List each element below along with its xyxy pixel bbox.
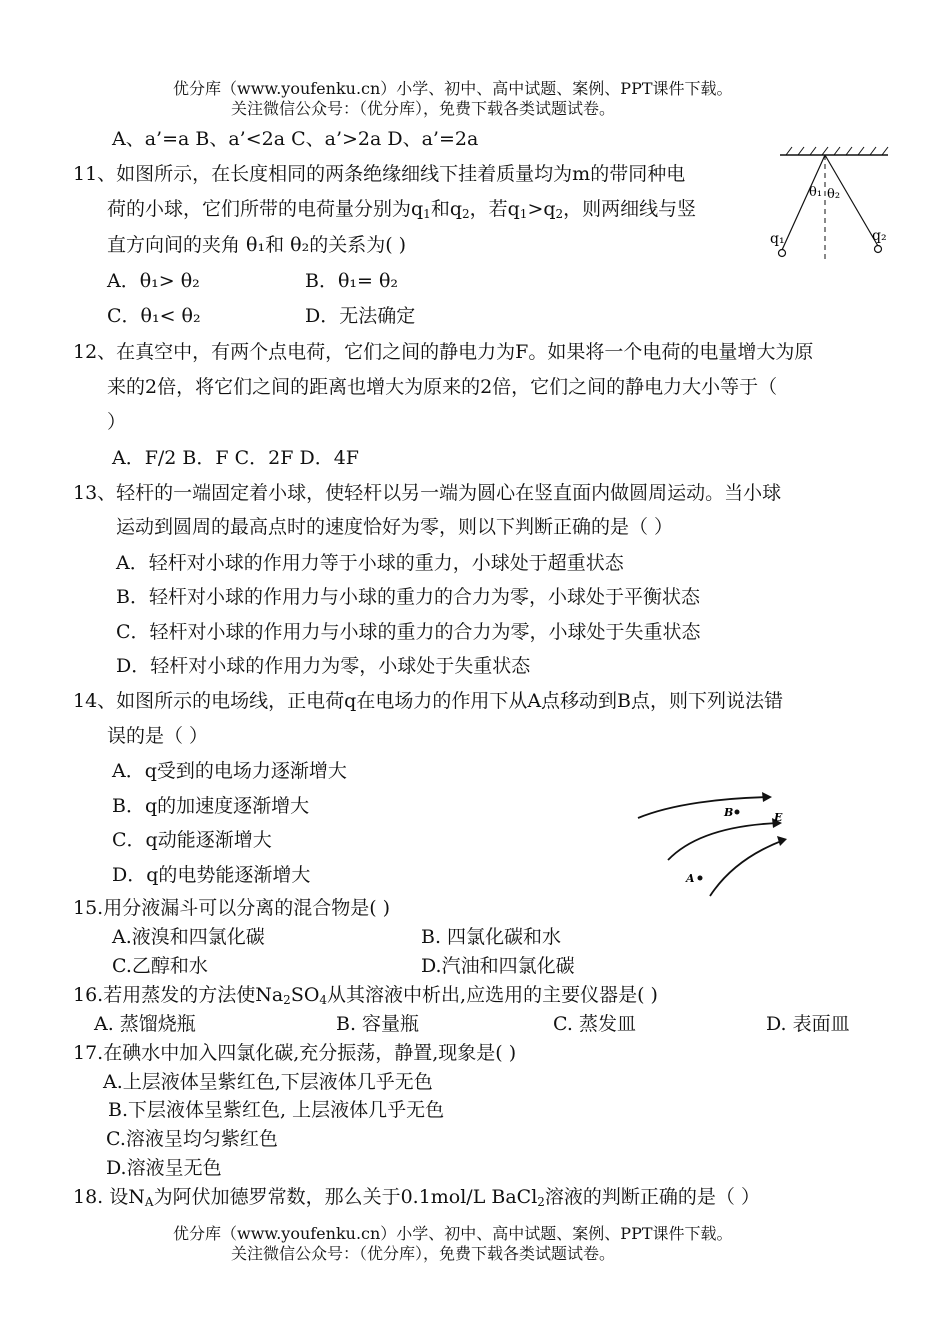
q13-option-c: C．轻杆对小球的作用力与小球的重力的合力为零，小球处于失重状态	[116, 621, 701, 643]
q17-option-b: B.下层液体呈紫红色, 上层液体几乎无色	[108, 1099, 445, 1121]
q15-option-d: D.汽油和四氯化碳	[421, 955, 575, 977]
q11-option-c: C．θ₁< θ₂	[107, 305, 201, 327]
arrow-bottom	[777, 836, 787, 846]
q17-stem: 17.在碘水中加入四氯化碳,充分振荡，静置,现象是( )	[73, 1042, 517, 1064]
q18-stem: 18. 设$N_A$为阿伏加德罗常数，那么关于0.1mol/L BaCl$_2$溶液的判断正确的是（ ）	[73, 1186, 760, 1209]
q17-option-a: A.上层液体呈紫红色,下层液体几乎无色	[103, 1071, 433, 1093]
q14-option-d: D．q的电势能逐渐增大	[112, 864, 311, 886]
theta2-label: θ₂	[827, 187, 841, 202]
q16-option-b: B. 容量瓶	[336, 1013, 420, 1035]
ball-q2	[875, 246, 882, 253]
q15-option-c: C.乙醇和水	[112, 955, 208, 977]
theta1-label: θ₁	[809, 185, 823, 200]
q14-field-lines-figure	[632, 790, 812, 900]
q13-line-1: 13、轻杆的一端固定着小球，使轻杆以另一端为圆心在竖直面内做圆周运动。当小球	[73, 482, 782, 504]
point-a-label: A	[686, 872, 695, 885]
q11-option-a: A．θ₁> θ₂	[107, 270, 200, 292]
q16-option-a: A. 蒸馏烧瓶	[94, 1013, 196, 1035]
q1-label: q₁	[770, 231, 785, 247]
arrow-top	[762, 792, 772, 802]
point-a	[698, 876, 703, 881]
q10-options: A、a’=a B、a’<2a C、a’>2a D、a’=2a	[112, 128, 479, 150]
q15-option-a: A.液溴和四氯化碳	[112, 926, 265, 948]
q12-options: A．F/2 B．F C．2F D．4F	[112, 447, 359, 469]
q11-option-b: B．θ₁= θ₂	[305, 270, 399, 292]
q11-line-2: 荷的小球，它们所带的电荷量分别为$q_1$和$q_2$，若$q_1>q_2$，则两细线与竖	[107, 198, 697, 221]
field-line-middle	[668, 823, 778, 860]
q16-stem: 16.若用蒸发的方法使$Na_2SO_4$从其溶液中析出,应选用的主要仪器是( )	[73, 984, 658, 1007]
point-b	[735, 810, 740, 815]
q15-stem: 15.用分液漏斗可以分离的混合物是( )	[73, 897, 391, 919]
q13-option-b: B．轻杆对小球的作用力与小球的重力的合力为零，小球处于平衡状态	[116, 586, 700, 608]
header-line-2: 关注微信公众号：（优分库），免费下载各类试题试卷。	[231, 99, 616, 118]
header-line-1: 优分库（www.youfenku.cn）小学、初中、高中试题、案例、PPT课件下载。	[173, 79, 733, 98]
ceiling-hatch	[786, 147, 888, 155]
field-line-top	[638, 797, 770, 818]
field-e-label: E	[774, 811, 783, 824]
footer-line-1: 优分库（www.youfenku.cn）小学、初中、高中试题、案例、PPT课件下载。	[173, 1224, 733, 1243]
q14-line-1: 14、如图所示的电场线，正电荷q在电场力的作用下从A点移动到B点，则下列说法错	[73, 690, 784, 712]
q2-label: q₂	[872, 228, 887, 244]
q14-line-2: 误的是（ ）	[107, 725, 209, 747]
q15-option-b: B. 四氯化碳和水	[421, 926, 562, 948]
q12-line-1: 12、在真空中，有两个点电荷，它们之间的静电力为F。如果将一个电荷的电量增大为原	[73, 341, 814, 363]
field-line-bottom	[710, 840, 784, 896]
q13-option-d: D．轻杆对小球的作用力为零，小球处于失重状态	[116, 655, 531, 677]
q17-option-d: D.溶液呈无色	[106, 1157, 222, 1179]
q12-line-3: ）	[107, 411, 127, 433]
q13-option-a: A．轻杆对小球的作用力等于小球的重力，小球处于超重状态	[116, 552, 624, 574]
q14-option-b: B．q的加速度逐渐增大	[112, 795, 310, 817]
q16-option-d: D. 表面皿	[766, 1013, 850, 1035]
q17-option-c: C.溶液呈均匀紫红色	[106, 1128, 278, 1150]
q12-line-2: 来的2倍，将它们之间的距离也增大为原来的2倍，它们之间的静电力大小等于（	[107, 376, 778, 398]
q11-pendulum-figure	[768, 140, 898, 270]
q14-option-c: C．q动能逐渐增大	[112, 829, 272, 851]
ball-q1	[779, 250, 786, 257]
point-b-label: B	[724, 806, 734, 819]
q11-line-1: 11、如图所示，在长度相同的两条绝缘细线下挂着质量均为m的带同种电	[73, 163, 686, 185]
footer-line-2: 关注微信公众号：（优分库），免费下载各类试题试卷。	[231, 1244, 616, 1263]
left-thread	[782, 155, 825, 250]
q16-option-c: C. 蒸发皿	[553, 1013, 636, 1035]
q13-line-2: 运动到圆周的最高点时的速度恰好为零，则以下判断正确的是（ ）	[116, 516, 674, 538]
q11-line-3: 直方向间的夹角 θ₁和 θ₂的关系为( )	[107, 234, 407, 256]
q14-option-a: A．q受到的电场力逐渐增大	[112, 760, 347, 782]
q11-option-d: D．无法确定	[305, 305, 416, 327]
